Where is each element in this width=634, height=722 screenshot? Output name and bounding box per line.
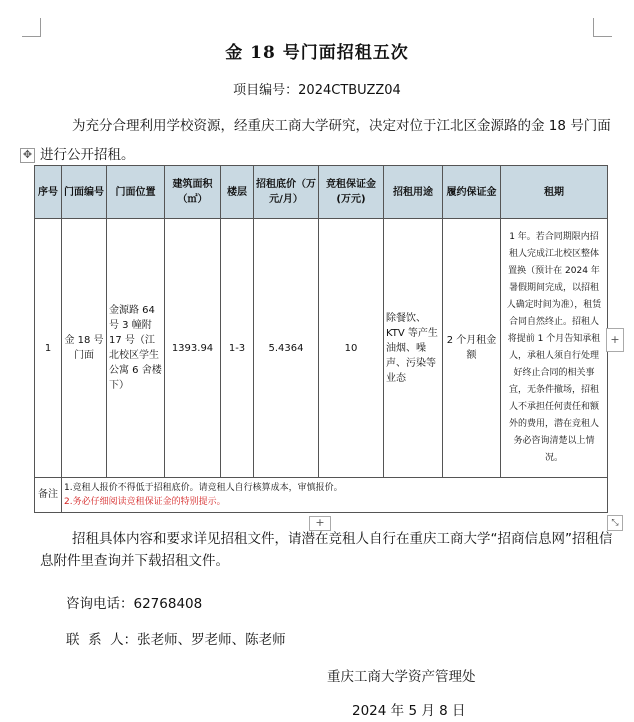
document-title: 金 18 号门面招租五次 bbox=[225, 43, 409, 63]
header-area: 建筑面积（㎡） bbox=[165, 166, 221, 219]
cell-location: 金源路 64 号 3 幢附 17 号（江北校区学生公寓 6 舍楼下） bbox=[107, 219, 165, 478]
cell-unit-no: 金 18 号门面 bbox=[62, 219, 107, 478]
table-notes-row bbox=[35, 478, 608, 513]
table-move-handle-icon[interactable]: ✥ bbox=[20, 148, 35, 163]
cell-term: 1 年。若合同期限内招租人完成江北校区整体置换（预计在 2024 年暑假期间完成，以招租人确定时间为准），租赁合同自然终止。招租人将提前 1 个月告知承租人，承租人须自行处理好终止合同的相关事宜，无条件撤场，招租人不承担任何责任和额外的费用，潜在竞租人务必咨询清楚以上情况。 bbox=[501, 219, 608, 478]
cell-base-price: 5.4364 bbox=[254, 219, 319, 478]
header-base-price: 招租底价（万元/月） bbox=[254, 166, 319, 219]
header-floor: 楼层 bbox=[221, 166, 254, 219]
header-term: 租期 bbox=[501, 166, 608, 219]
cell-area: 1393.94 bbox=[165, 219, 221, 478]
project-number: 项目编号：2024CTBUZZ04 bbox=[233, 83, 401, 98]
issuing-organization: 重庆工商大学资产管理处 bbox=[327, 669, 476, 685]
note-line-1: 1.竞租人报价不得低于招租底价。请竞租人自行核算成本，审慎报价。 bbox=[64, 483, 343, 493]
header-deposit: 竞租保证金(万元) bbox=[319, 166, 384, 219]
header-unit-no: 门面编号 bbox=[62, 166, 107, 219]
add-column-icon[interactable]: + bbox=[606, 328, 624, 352]
contact-phone: 咨询电话：62768408 bbox=[66, 596, 203, 612]
header-usage: 招租用途 bbox=[384, 166, 443, 219]
crop-mark-top-left bbox=[22, 18, 41, 37]
cell-seq: 1 bbox=[35, 219, 62, 478]
header-seq: 序号 bbox=[35, 166, 62, 219]
notes-label: 备注 bbox=[35, 478, 62, 513]
cell-usage: 除餐饮、KTV 等产生油烟、噪声、污染等业态 bbox=[384, 219, 443, 478]
header-location: 门面位置 bbox=[107, 166, 165, 219]
contact-persons: 联 系 人：张老师、罗老师、陈老师 bbox=[66, 632, 286, 648]
table-resize-handle-icon[interactable]: ⤡ bbox=[607, 515, 623, 531]
cell-floor: 1-3 bbox=[221, 219, 254, 478]
notes-content bbox=[62, 478, 608, 513]
table-row bbox=[35, 219, 608, 478]
table-header-row bbox=[35, 166, 608, 219]
crop-mark-top-right bbox=[593, 18, 612, 37]
intro-paragraph: 为充分合理利用学校资源，经重庆工商大学研究，决定对位于江北区金源路的金 18 号门面进行公开招租。 bbox=[40, 118, 611, 163]
header-performance-bond: 履约保证金 bbox=[443, 166, 501, 219]
tender-table bbox=[34, 165, 608, 513]
cell-deposit: 10 bbox=[319, 219, 384, 478]
note-line-2: 2.务必仔细阅读竞租保证金的特别提示。 bbox=[64, 497, 226, 507]
add-row-icon[interactable]: + bbox=[309, 516, 331, 531]
details-paragraph: 招租具体内容和要求详见招租文件，请潜在竞租人自行在重庆工商大学“招商信息网”招租信息附件里查询并下载招租文件。 bbox=[40, 531, 613, 569]
issue-date: 2024 年 5 月 8 日 bbox=[352, 703, 466, 719]
cell-performance-bond: 2 个月租金额 bbox=[443, 219, 501, 478]
